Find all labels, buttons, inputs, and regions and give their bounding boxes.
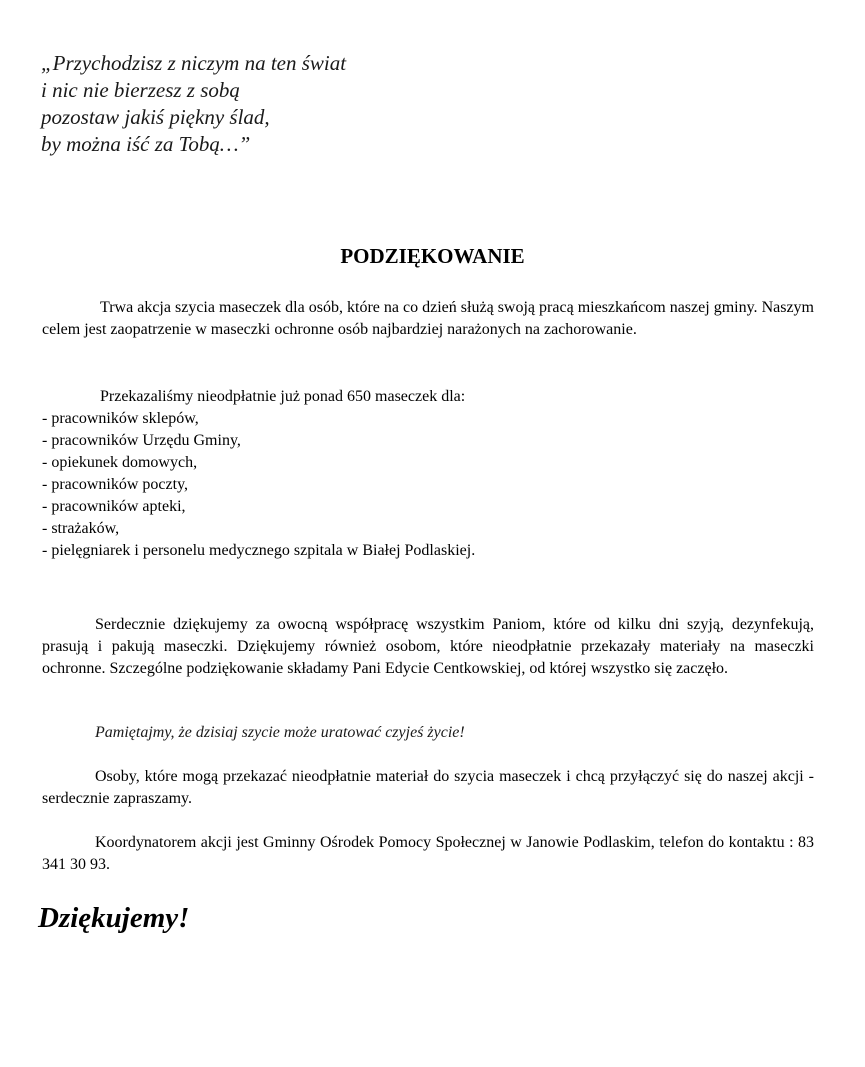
paragraph-motto: Pamiętajmy, że dzisiaj szycie może uratować czyjeś życie! <box>95 724 465 741</box>
document-title: PODZIĘKOWANIE <box>340 244 525 268</box>
paragraph-thanks <box>42 614 814 680</box>
list-item: - strażaków, <box>42 520 120 537</box>
paragraph-contact <box>42 832 814 876</box>
paragraph-invitation <box>42 766 814 810</box>
paragraph-intro-text: Trwa akcja szycia maseczek dla osób, które na co dzień służą swoją pracą mieszkańcom naszej gminy. Naszym celem jest zaopatrzenie w maseczki ochronne osób najbardziej narażonych na zachorowanie. <box>42 299 814 338</box>
paragraph-invitation-text: Osoby, które mogą przekazać nieodpłatnie materiał do szycia maseczek i chcą przyłączyć się do naszej akcji - serdecznie zapraszamy. <box>42 768 814 807</box>
poem-line-1: „Przychodzisz z niczym na ten świat <box>41 51 347 75</box>
list-item: - pracowników apteki, <box>42 498 186 515</box>
paragraph-thanks-text: Serdecznie dziękujemy za owocną współpracę wszystkim Paniom, które od kilku dni szyją, dezynfekują, prasują i pakują maseczki. Dziękujemy również osobom, które nieodpłatnie przekazały materiały na maseczki ochronne. Szczególne podziękowanie składamy Pani Edycie Centkowskiej, od której wszystko się zaczęło. <box>42 616 814 677</box>
list-item: - opiekunek domowych, <box>42 454 198 471</box>
list-intro <box>42 386 814 408</box>
paragraph-intro <box>42 297 814 341</box>
list-item: - pracowników poczty, <box>42 476 189 493</box>
paragraph-contact-text: Koordynatorem akcji jest Gminny Ośrodek Pomocy Społecznej w Janowie Podlaskim, telefon do kontaktu : 83 341 30 93. <box>42 834 814 873</box>
list-intro-text: Przekazaliśmy nieodpłatnie już ponad 650 maseczek dla: <box>100 388 466 405</box>
list-item: - pracowników sklepów, <box>42 410 199 427</box>
list-item: - pielęgniarek i personelu medycznego szpitala w Białej Podlaskiej. <box>42 542 476 559</box>
closing-thanks: Dziękujemy! <box>38 902 190 934</box>
poem-line-2: i nic nie bierzesz z sobą <box>41 78 240 102</box>
poem-line-3: pozostaw jakiś piękny ślad, <box>41 105 270 129</box>
list-item: - pracowników Urzędu Gminy, <box>42 432 241 449</box>
poem-line-4: by można iść za Tobą…” <box>41 132 251 156</box>
recipient-list <box>42 408 814 562</box>
poem-quote <box>41 50 346 158</box>
